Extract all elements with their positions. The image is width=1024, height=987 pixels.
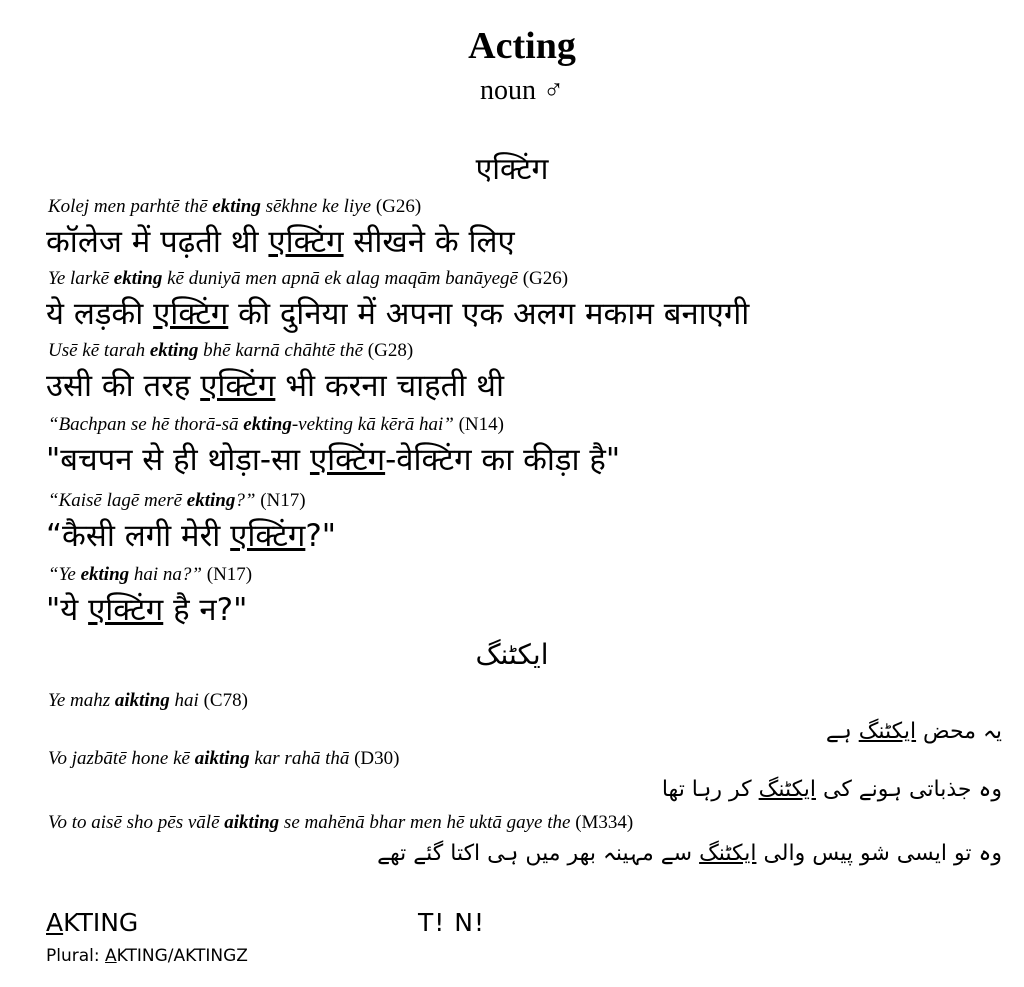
hindi-example-translit: “Ye ekting hai na?” (N17) (48, 564, 253, 585)
pronunciation: T! N! (418, 908, 485, 937)
source-ref: (G26) (375, 196, 422, 217)
source-ref: (G28) (367, 340, 414, 361)
hindi-example-script: ये लड़की एक्टिंग की दुनिया में अपना एक अलग मकाम बनाएगी (46, 296, 750, 332)
source-ref: (C78) (203, 690, 248, 711)
hindi-example-translit: Ye larkē ekting kē duniyā men apnā ek alag maqām banāyegē (G26) (48, 268, 569, 289)
urdu-example-translit: Ye mahz aikting hai (C78) (48, 690, 248, 711)
hindi-example-script: "ये एक्टिंग है न?" (46, 592, 248, 628)
source-ref: (N17) (260, 490, 306, 511)
source-ref: (D30) (354, 748, 400, 769)
source-ref: (N17) (206, 564, 253, 585)
hindi-heading: एक्टिंग (475, 152, 549, 187)
hindi-example-script: “कैसी लगी मेरी एक्टिंग?" (46, 518, 337, 554)
urdu-example-script: وہ جذباتی ہونے کی ایکٹنگ کر رہا تھا (661, 777, 1002, 802)
hindi-example-script: उसी की तरह एक्टिंग भी करना चाहती थी (46, 368, 505, 404)
urdu-heading: ایکٹنگ (475, 638, 549, 671)
hindi-example-translit: “Kaisē lagē merē ekting?” (N17) (48, 490, 306, 511)
hindi-example-translit: Kolej men parhtē thē ekting sēkhne ke liye (G26) (48, 196, 422, 217)
source-ref: (G26) (522, 268, 569, 289)
headword: AKTING (46, 908, 139, 937)
hindi-example-script: "बचपन से ही थोड़ा-सा एक्टिंग-वेक्टिंग का कीड़ा है" (46, 442, 621, 478)
hindi-example-translit: “Bachpan se hē thorā-sā ekting-vekting kā kērā hai” (N14) (48, 414, 504, 435)
source-ref: (M334) (575, 812, 634, 833)
hindi-example-script: कॉलेज में पढ़ती थी एक्टिंग सीखने के लिए (46, 224, 515, 260)
urdu-example-script: یہ محض ایکٹنگ ہے (825, 719, 1002, 744)
urdu-example-translit: Vo jazbātē hone kē aikting kar rahā thā (D30) (48, 748, 400, 769)
source-ref: (N14) (458, 414, 504, 435)
hindi-example-translit: Usē kē tarah ekting bhē karnā chāhtē thē (G28) (48, 340, 414, 361)
part-of-speech: noun ♂ (480, 75, 564, 106)
plural-forms: Plural: AKTING/AKTINGZ (46, 946, 248, 966)
urdu-example-translit: Vo to aisē sho pēs vālē aikting se mahēnā bhar men hē uktā gaye the (M334) (48, 812, 634, 833)
entry-title: Acting (468, 25, 576, 67)
urdu-example-script: وہ تو ایسی شو پیس والی ایکٹنگ سے مہینہ بھر میں ہی اکتا گئے تھے (377, 841, 1002, 866)
